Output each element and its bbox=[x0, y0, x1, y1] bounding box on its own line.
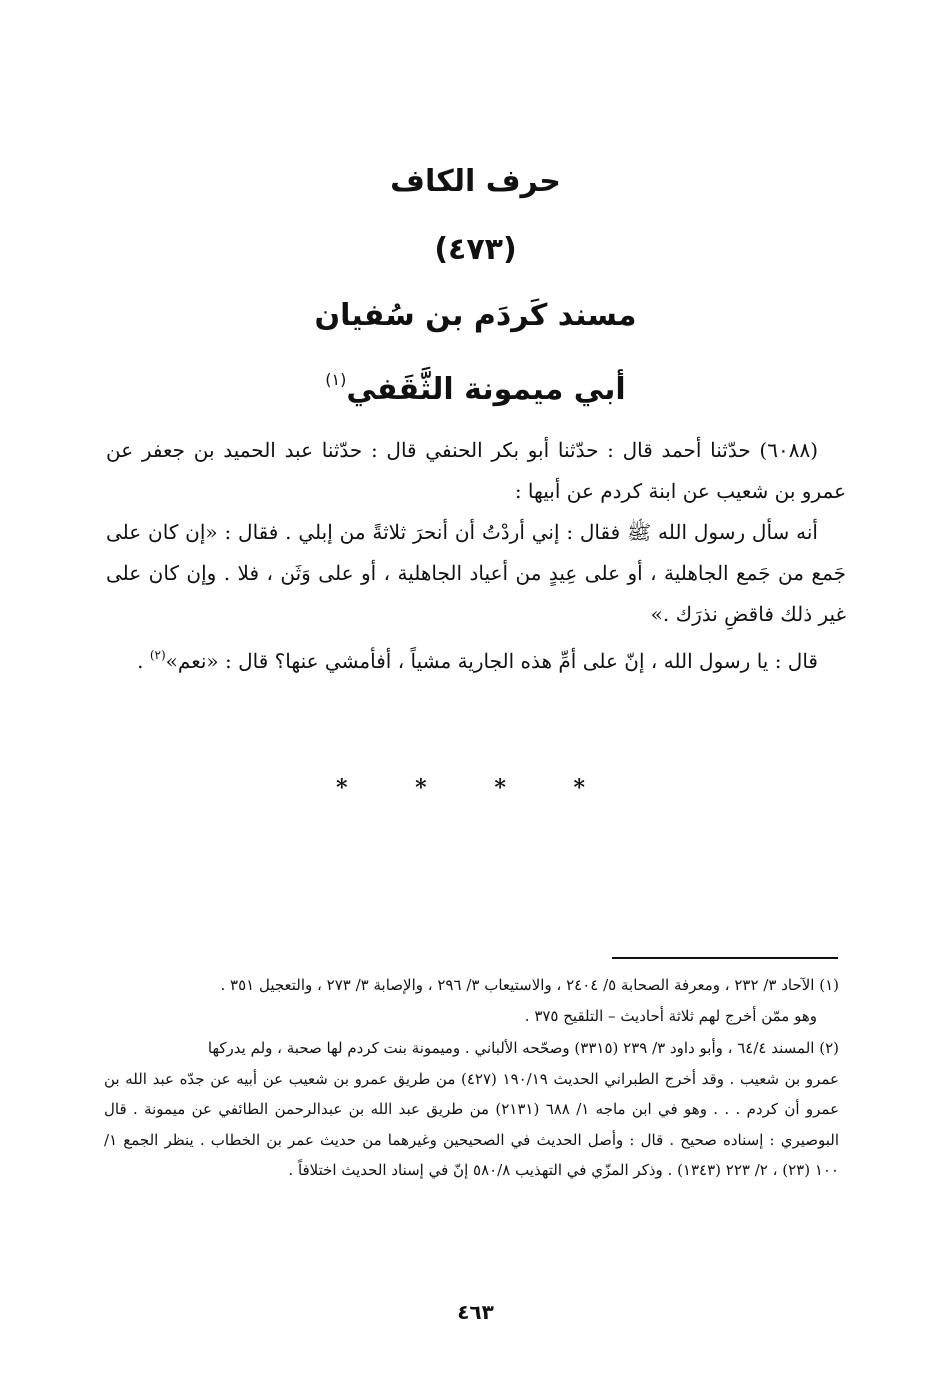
hadith-final bbox=[106, 635, 846, 682]
footnote-ref-2: (٢) bbox=[149, 648, 166, 662]
musnad-title: مسند كَردَم بن سُفيان bbox=[314, 298, 637, 333]
hadith-isnad-text: حدّثنا أحمد قال : حدّثنا أبو بكر الحنفي قال : حدّثنا عبد الحميد بن جعفر عن عمرو بن شعيب عن ابنة كردم عن أبيها : bbox=[106, 438, 846, 503]
footnote-1: (١) الآحاد ٣/ ٢٣٢ ، ومعرفة الصحابة ٥/ ٢٤٠٤ ، والاستيعاب ٣/ ٢٩٦ ، والإصابة ٣/ ٢٧٣ ، والتعجيل ٣٥١ . bbox=[220, 976, 839, 994]
hadith-number: (٦٠٨٨) bbox=[759, 438, 818, 462]
hadith-final-text: قال : يا رسول الله ، إنّ على أمِّ هذه الجارية مشياً ، أفأمشي عنها؟ قال : «نعم» bbox=[165, 649, 818, 673]
musnad-subtitle-text: أبي ميمونة الثَّقَفي bbox=[346, 372, 626, 407]
musnad-subtitle bbox=[0, 356, 951, 414]
hadith-body bbox=[106, 430, 846, 682]
footnote-ref-1: (١) bbox=[325, 370, 347, 389]
hadith-matn: أنه سأل رسول الله ﷺ فقال : إني أردْتُ أن أنحرَ ثلاثةً من إبلي . فقال : «إن كان على جَمع من جَمع الجاهلية ، أو على عِيدٍ من أعياد الجاهلية ، أو على وَثَن ، فلا . وإن كان على غير ذلك فاقضِ نذرَك .» bbox=[106, 520, 846, 626]
entry-number: (٤٧٣) bbox=[434, 232, 517, 267]
footnotes bbox=[104, 970, 839, 1186]
footnote-2: (٢) المسند ٦٤/٤ ، وأبو داود ٣/ ٢٣٩ (٣٣١٥) وصحّحه الألباني . وميمونة بنت كردم لها صحبة ، ولم يدركها bbox=[207, 1039, 839, 1057]
footnote-1-continued: وهو ممّن أخرج لهم ثلاثة أحاديث – التلقيح ٣٧٥ . bbox=[524, 1006, 817, 1025]
chapter-title: حرف الكاف bbox=[390, 164, 561, 199]
hadith-final-end: . bbox=[137, 649, 150, 673]
hadith-isnad bbox=[106, 430, 846, 512]
section-separator: * * * * bbox=[336, 775, 615, 801]
footnote-divider bbox=[612, 957, 838, 959]
footnote-2-continued: عمرو بن شعيب . وقد أخرج الطبراني الحديث ١٩٠/١٩ (٤٢٧) من طريق عمرو بن شعيب عن أبيه عن جدّه عبد الله بن عمرو أن كردم . . . وهو في ابن ماجه ١/ ٦٨٨ (٢١٣١) من طريق عبد الله بن عبدالرحمن الطائفي عن ميمونة . قال البوصيري : إسناده صحيح . قال : وأصل الحديث في الصحيحين وغيرهما من حديث عمر بن الخطاب . ينظر الجمع ١/ ١٠٠ (٢٣) ، ٢/ ٢٢٣ (١٣٤٣) . وذكر المزّي في التهذيب ٥٨٠/٨ إنّ في إسناد الحديث اختلافاً . bbox=[104, 1069, 840, 1179]
page-number: ٤٦٣ bbox=[457, 1300, 494, 1324]
